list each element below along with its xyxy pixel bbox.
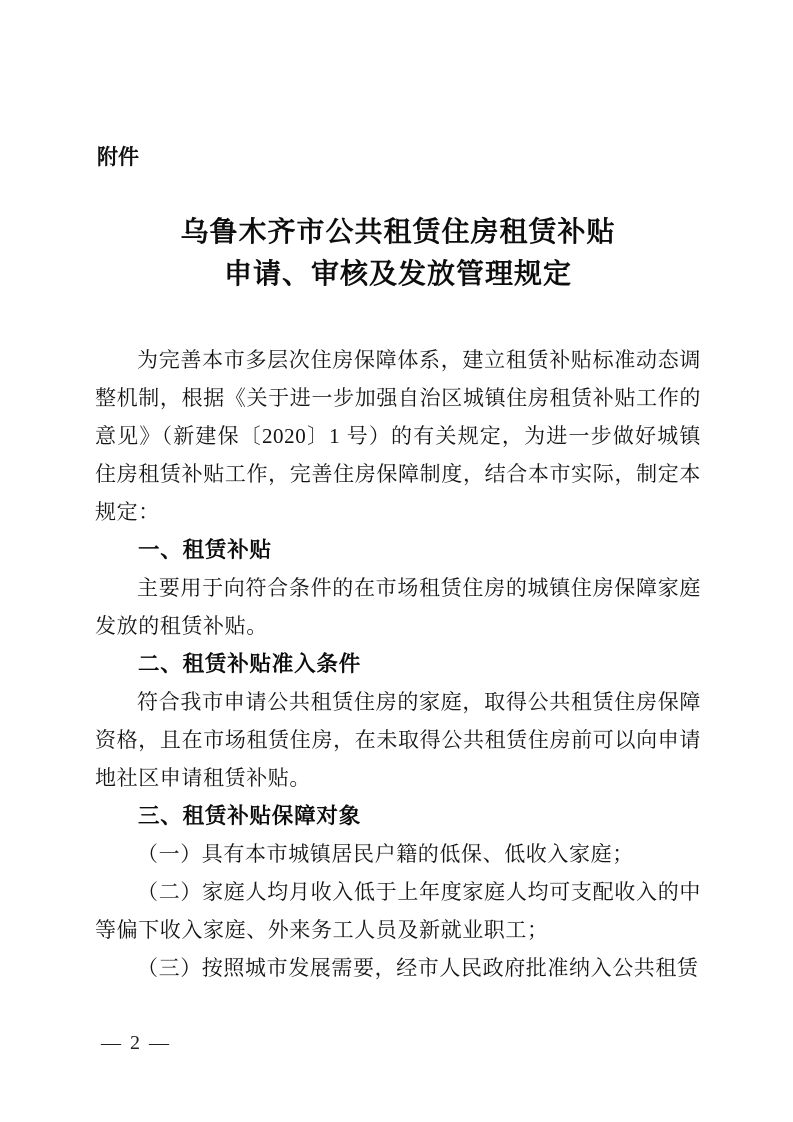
paragraph-section-1: 主要用于向符合条件的在市场租赁住房的城镇住房保障家庭发放的租赁补贴。: [95, 576, 701, 638]
page-number: — 2 —: [101, 1032, 171, 1054]
paragraph-preamble: 为完善本市多层次住房保障体系，建立租赁补贴标准动态调整机制，根据《关于进一步加强自治区城镇住房租赁补贴工作的意见》（新建保〔2020〕1 号）的有关规定，为进一步做好城镇住房租赁补贴工作，完善住房保障制度，结合本市实际，制定本规定：: [95, 348, 701, 524]
paragraph-section-2: 符合我市申请公共租赁住房的家庭，取得公共租赁住房保障资格，且在市场租赁住房，在未取得公共租赁住房前可以向申请地社区申请租赁补贴。: [95, 690, 701, 790]
attachment-label: 附件: [97, 146, 139, 169]
document-title-line1: 乌鲁木齐市公共租赁住房租赁补贴: [180, 217, 616, 248]
document-title-line2: 申请、审核及发放管理规定: [223, 259, 572, 290]
document-body: [95, 341, 701, 987]
list-item-2: （二）家庭人均月收入低于上年度家庭人均可支配收入的中等偏下收入家庭、外来务工人员及新就业职工；: [95, 880, 701, 942]
section-heading-3: 三、租赁补贴保障对象: [138, 804, 362, 828]
list-item-3-truncated: （三）按照城市发展需要，经市人民政府批准纳入公共租赁: [137, 956, 699, 980]
section-heading-2: 二、租赁补贴准入条件: [138, 652, 362, 676]
list-item-1: （一）具有本市城镇居民户籍的低保、低收入家庭；: [137, 842, 634, 866]
section-heading-1: 一、租赁补贴: [138, 538, 272, 562]
document-title: [95, 212, 701, 296]
